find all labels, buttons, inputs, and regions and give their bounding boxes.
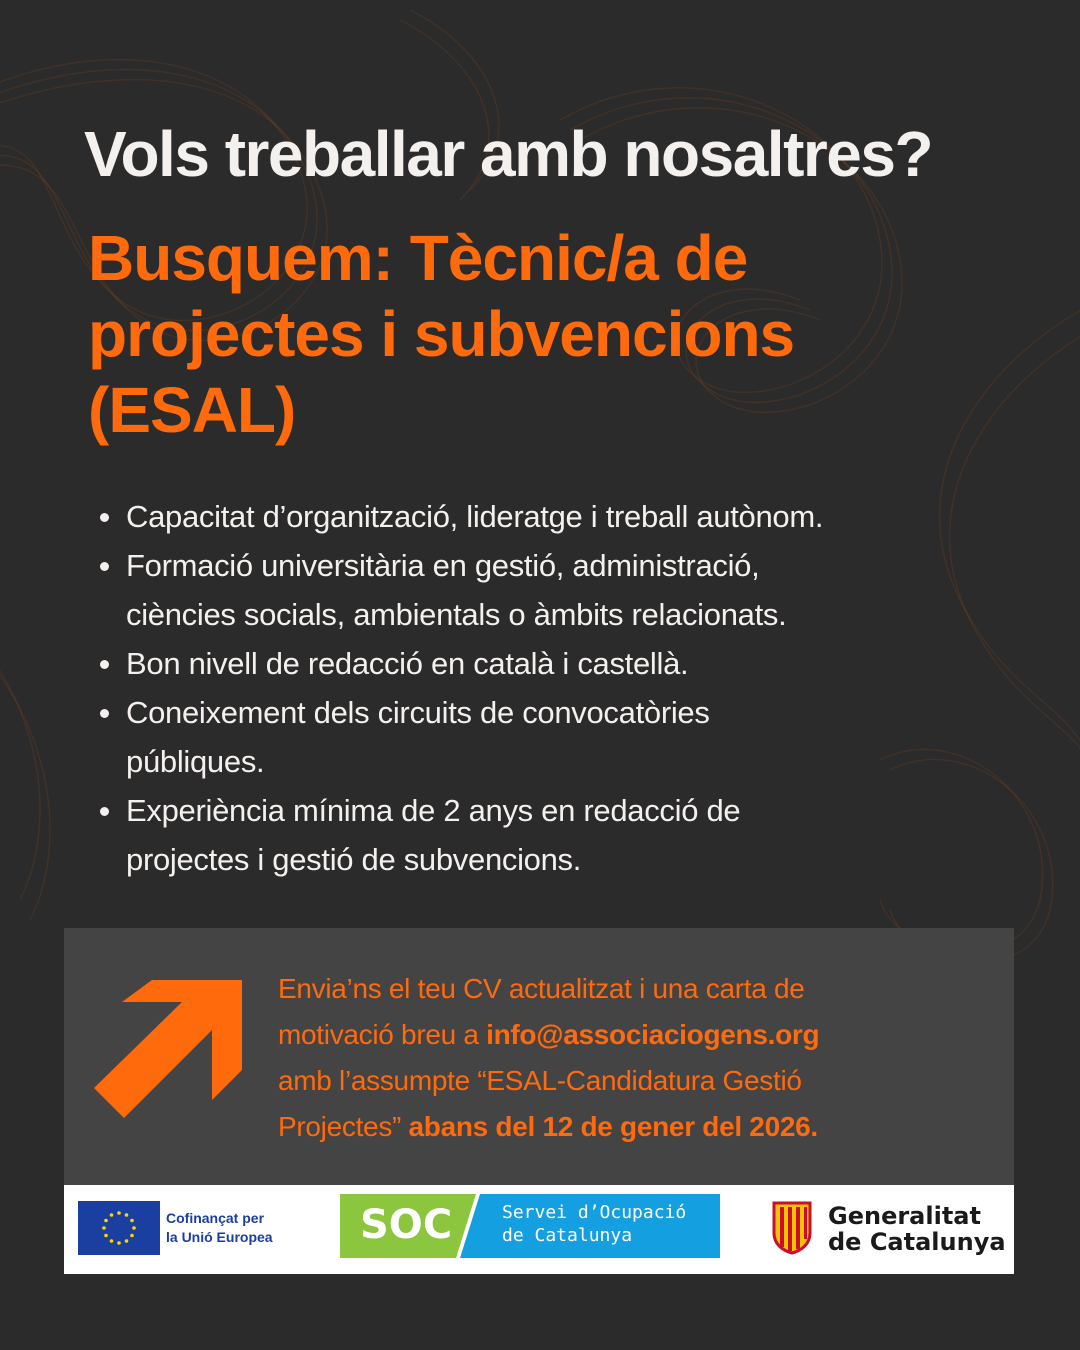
cta-line-4	[278, 1104, 998, 1150]
requirement-line: ciències socials, ambientals o àmbits relacionats.	[126, 597, 787, 632]
deadline-text: abans del 12 de gener del 2026.	[408, 1111, 818, 1142]
cta-line-1: Envia’ns el teu CV actualitzat i una carta de	[278, 973, 805, 1004]
generalitat-label	[828, 1203, 1006, 1255]
eu-label-line-1: Cofinançat per	[166, 1210, 265, 1226]
eu-label-line-2: la Unió Europea	[166, 1229, 273, 1245]
application-instructions	[278, 966, 998, 1150]
sponsor-logos-bar	[64, 1185, 1014, 1274]
soc-full-name	[502, 1201, 686, 1247]
arrow-up-right-icon	[94, 980, 242, 1132]
cta-line-2	[278, 1012, 998, 1058]
page-title: Vols treballar amb nosaltres?	[84, 118, 933, 190]
application-panel	[64, 928, 1014, 1185]
generalitat-label-line-2: de Catalunya	[828, 1228, 1006, 1256]
requirement-line: Formació universitària en gestió, administració,	[126, 548, 760, 583]
requirements-list	[96, 492, 996, 884]
requirement-item	[96, 639, 996, 688]
generalitat-label-line-1: Generalitat	[828, 1202, 981, 1230]
soc-label-line-1: Servei d’Ocupació	[502, 1202, 687, 1223]
requirement-line: públiques.	[126, 744, 265, 779]
requirement-line: Experiència mínima de 2 anys en redacció de	[126, 793, 741, 828]
soc-label-line-2: de Catalunya	[502, 1225, 633, 1246]
job-title-line-2: projectes i subvencions	[88, 298, 795, 370]
requirement-item	[96, 786, 996, 884]
eu-flag-icon	[78, 1201, 160, 1255]
requirement-line: Bon nivell de redacció en català i castellà.	[126, 646, 689, 681]
soc-abbreviation: SOC	[360, 1202, 453, 1248]
requirement-item	[96, 541, 996, 639]
requirement-item	[96, 492, 996, 541]
cta-line-3: amb l’assumpte “ESAL-Candidatura Gestió	[278, 1065, 802, 1096]
requirement-line: projectes i gestió de subvencions.	[126, 842, 582, 877]
contact-email-link[interactable]: info@associaciogens.org	[486, 1019, 820, 1050]
job-title	[88, 220, 988, 448]
job-title-line-3: (ESAL)	[88, 374, 296, 446]
cta-line-2-text: motivació breu a	[278, 1019, 487, 1050]
requirement-line: Capacitat d’organització, lideratge i treball autònom.	[126, 499, 824, 534]
job-title-line-1: Busquem: Tècnic/a de	[88, 222, 748, 294]
cta-line-4-text: Projectes”	[278, 1111, 409, 1142]
generalitat-emblem-icon	[770, 1199, 814, 1255]
requirement-item	[96, 688, 996, 786]
requirement-line: Coneixement dels circuits de convocatòries	[126, 695, 710, 730]
eu-cofinancing-label	[166, 1209, 273, 1247]
